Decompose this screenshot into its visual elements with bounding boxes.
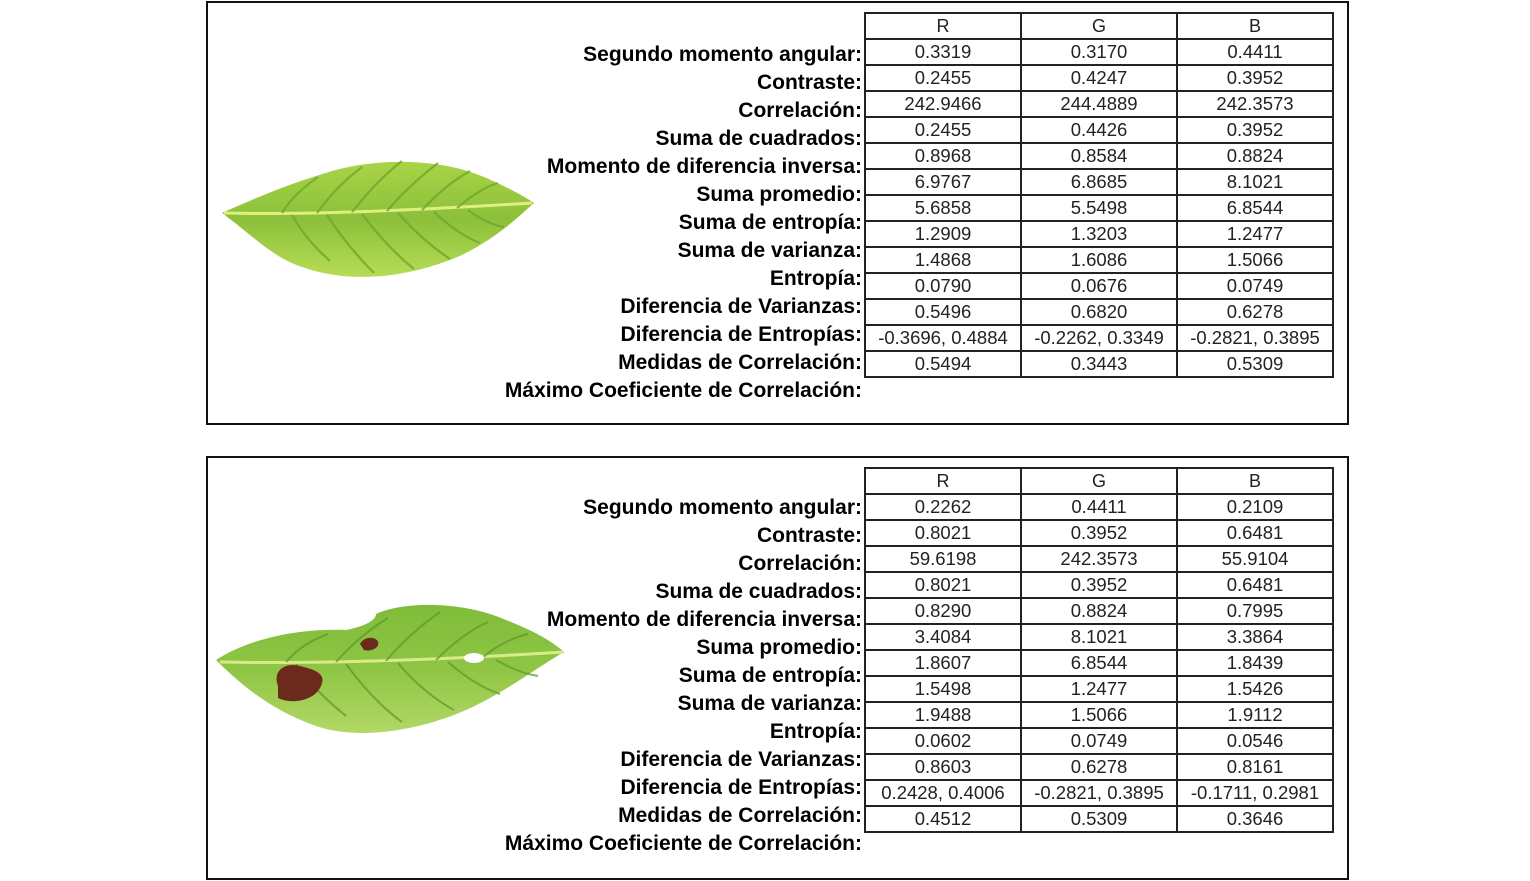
feature-label: Entropía:	[769, 267, 862, 290]
table-row	[865, 494, 1333, 520]
column-header: G	[1021, 468, 1177, 494]
table-row	[865, 273, 1333, 299]
table-cell: 59.6198	[865, 546, 1021, 572]
table-cell: 0.4411	[1177, 39, 1333, 65]
table-cell: 0.2455	[865, 65, 1021, 91]
feature-label: Contraste:	[756, 524, 862, 547]
column-header: G	[1021, 13, 1177, 39]
feature-label: Suma de cuadrados:	[655, 580, 862, 603]
table-row	[865, 143, 1333, 169]
table-cell: 1.3203	[1021, 221, 1177, 247]
table-row	[865, 676, 1333, 702]
table-row	[865, 65, 1333, 91]
feature-table	[864, 467, 1334, 833]
healthy-leaf-panel	[206, 1, 1349, 425]
table-cell: 8.1021	[1177, 169, 1333, 195]
table-cell: 242.9466	[865, 91, 1021, 117]
column-header: B	[1177, 468, 1333, 494]
table-cell: 0.8824	[1021, 598, 1177, 624]
table-row	[865, 624, 1333, 650]
table-cell: 0.3319	[865, 39, 1021, 65]
table-row	[865, 806, 1333, 832]
table-cell: 6.9767	[865, 169, 1021, 195]
table-cell: 244.4889	[1021, 91, 1177, 117]
table-cell: 6.8685	[1021, 169, 1177, 195]
table-row	[865, 247, 1333, 273]
table-cell: 0.0790	[865, 273, 1021, 299]
table-cell: 0.0602	[865, 728, 1021, 754]
feature-label: Suma promedio:	[696, 183, 862, 206]
table-cell: 0.0749	[1177, 273, 1333, 299]
feature-label: Suma de entropía:	[678, 211, 862, 234]
table-cell: 1.9488	[865, 702, 1021, 728]
feature-label: Diferencia de Varianzas:	[620, 295, 862, 318]
table-cell: -0.2821, 0.3895	[1021, 780, 1177, 806]
table-cell: -0.2821, 0.3895	[1177, 325, 1333, 351]
table-cell: 0.3952	[1021, 520, 1177, 546]
feature-label: Suma de entropía:	[678, 664, 862, 687]
feature-label: Momento de diferencia inversa:	[546, 155, 862, 178]
table-cell: 0.7995	[1177, 598, 1333, 624]
table-cell: 0.2455	[865, 117, 1021, 143]
table-cell: 0.8968	[865, 143, 1021, 169]
table-row	[865, 546, 1333, 572]
table-cell: 0.8824	[1177, 143, 1333, 169]
table-cell: -0.1711, 0.2981	[1177, 780, 1333, 806]
table-cell: 55.9104	[1177, 546, 1333, 572]
table-header-row	[865, 13, 1333, 39]
table-cell: 1.5066	[1177, 247, 1333, 273]
table-cell: 0.4247	[1021, 65, 1177, 91]
table-row	[865, 780, 1333, 806]
table-cell: 1.9112	[1177, 702, 1333, 728]
table-cell: 0.2428, 0.4006	[865, 780, 1021, 806]
table-cell: 8.1021	[1021, 624, 1177, 650]
table-cell: 0.3952	[1021, 572, 1177, 598]
feature-label: Diferencia de Entropías:	[620, 323, 862, 346]
table-cell: 5.5498	[1021, 195, 1177, 221]
table-row	[865, 299, 1333, 325]
feature-label: Segundo momento angular:	[583, 43, 862, 66]
table-cell: 242.3573	[1177, 91, 1333, 117]
table-body	[865, 39, 1333, 377]
table-cell: 0.3170	[1021, 39, 1177, 65]
table-cell: 3.4084	[865, 624, 1021, 650]
table-row	[865, 91, 1333, 117]
table-cell: 0.5309	[1177, 351, 1333, 377]
table-cell: 1.8439	[1177, 650, 1333, 676]
table-cell: 1.5066	[1021, 702, 1177, 728]
feature-label: Máximo Coeficiente de Correlación:	[504, 379, 862, 402]
table-cell: 1.6086	[1021, 247, 1177, 273]
table-cell: 1.5498	[865, 676, 1021, 702]
feature-labels	[438, 494, 862, 858]
table-cell: 0.3952	[1177, 65, 1333, 91]
table-cell: 1.8607	[865, 650, 1021, 676]
table-cell: 0.6481	[1177, 520, 1333, 546]
table-cell: 0.5309	[1021, 806, 1177, 832]
table-cell: 1.4868	[865, 247, 1021, 273]
column-header: R	[865, 468, 1021, 494]
table-row	[865, 195, 1333, 221]
table-cell: 0.8584	[1021, 143, 1177, 169]
table-row	[865, 117, 1333, 143]
table-cell: 1.2477	[1021, 676, 1177, 702]
feature-label: Correlación:	[738, 99, 862, 122]
table-cell: 0.5496	[865, 299, 1021, 325]
feature-label: Entropía:	[769, 720, 862, 743]
table-body	[865, 494, 1333, 832]
table-cell: 0.8290	[865, 598, 1021, 624]
table-cell: 0.0546	[1177, 728, 1333, 754]
table-cell: 6.8544	[1021, 650, 1177, 676]
table-cell: 0.4512	[865, 806, 1021, 832]
feature-table	[864, 12, 1334, 378]
column-header: B	[1177, 13, 1333, 39]
feature-label: Diferencia de Entropías:	[620, 776, 862, 799]
table-row	[865, 598, 1333, 624]
table-row	[865, 650, 1333, 676]
table-row	[865, 325, 1333, 351]
table-row	[865, 520, 1333, 546]
feature-label: Medidas de Correlación:	[618, 804, 862, 827]
table-cell: 0.0676	[1021, 273, 1177, 299]
feature-label: Correlación:	[738, 552, 862, 575]
diseased-leaf-panel	[206, 456, 1349, 880]
feature-label: Suma de varianza:	[677, 239, 862, 262]
table-cell: 1.2909	[865, 221, 1021, 247]
feature-label: Suma de cuadrados:	[655, 127, 862, 150]
table-cell: 6.8544	[1177, 195, 1333, 221]
table-cell: 0.6278	[1177, 299, 1333, 325]
feature-labels	[438, 41, 862, 405]
table-cell: 0.8603	[865, 754, 1021, 780]
table-row	[865, 728, 1333, 754]
table-cell: 3.3864	[1177, 624, 1333, 650]
feature-label: Medidas de Correlación:	[618, 351, 862, 374]
table-cell: 0.3952	[1177, 117, 1333, 143]
table-row	[865, 572, 1333, 598]
table-row	[865, 351, 1333, 377]
table-cell: 0.4426	[1021, 117, 1177, 143]
table-row	[865, 221, 1333, 247]
table-cell: 0.6278	[1021, 754, 1177, 780]
feature-label: Diferencia de Varianzas:	[620, 748, 862, 771]
table-cell: 0.3646	[1177, 806, 1333, 832]
table-cell: 0.8021	[865, 520, 1021, 546]
table-row	[865, 702, 1333, 728]
table-cell: 1.2477	[1177, 221, 1333, 247]
table-cell: 0.4411	[1021, 494, 1177, 520]
feature-label: Segundo momento angular:	[583, 496, 862, 519]
table-row	[865, 39, 1333, 65]
table-cell: -0.2262, 0.3349	[1021, 325, 1177, 351]
table-row	[865, 754, 1333, 780]
table-cell: 5.6858	[865, 195, 1021, 221]
feature-label: Contraste:	[756, 71, 862, 94]
table-cell: 0.6481	[1177, 572, 1333, 598]
table-cell: 0.8161	[1177, 754, 1333, 780]
table-header-row	[865, 468, 1333, 494]
table-cell: 0.0749	[1021, 728, 1177, 754]
table-cell: 0.6820	[1021, 299, 1177, 325]
table-cell: 0.3443	[1021, 351, 1177, 377]
table-cell: 242.3573	[1021, 546, 1177, 572]
feature-label: Momento de diferencia inversa:	[546, 608, 862, 631]
table-cell: 0.8021	[865, 572, 1021, 598]
table-cell: 1.5426	[1177, 676, 1333, 702]
feature-label: Suma de varianza:	[677, 692, 862, 715]
table-cell: 0.2262	[865, 494, 1021, 520]
feature-label: Suma promedio:	[696, 636, 862, 659]
table-row	[865, 169, 1333, 195]
table-cell: 0.2109	[1177, 494, 1333, 520]
column-header: R	[865, 13, 1021, 39]
table-cell: -0.3696, 0.4884	[865, 325, 1021, 351]
feature-label: Máximo Coeficiente de Correlación:	[504, 832, 862, 855]
table-cell: 0.5494	[865, 351, 1021, 377]
